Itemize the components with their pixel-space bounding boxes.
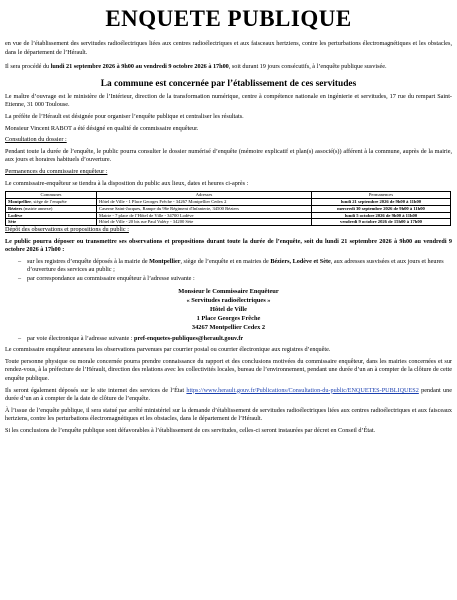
decision-paragraph: À l’issue de l’enquête publique, il sera statué par arrêté ministériel sur la demande d’établissement de servitudes radioélectriques liées aux centres radioélectriques et aux faisceaux hertziens, contre les perturbations électromagnétiques et les obstacles, dans le département de l’Hérault. [5,406,452,423]
permanences-intro: Le commissaire-enquêteur se tiendra à la disposition du public aux lieux, dates et heures ci-après : [5,179,249,187]
address-line: « Servitudes radioélectriques » [186,296,271,304]
intro-paragraph: en vue de l’établissement des servitudes radioélectriques liées aux centres radioélectriques et aux faisceaux hertziens, contre les perturbations électromagnétiques et les obstacles, dans le département de l’Hérault. [5,40,452,56]
consultation-link[interactable]: https://www.herault.gouv.fr/Publications/Consultation-du-public/ENQUETES-PUBLIQUES2 [186,386,419,394]
table-row [6,205,451,212]
depot-heading: Dépôt des observations et propositions du public : [5,226,129,234]
table-row [6,198,451,205]
online-paragraph: Ils seront également déposés sur le site internet des services de l’État https://www.herault.gouv.fr/Publications/Consultation-du-public/ENQUETES-PUBLIQUES2 pendant une durée d’un an à compter de la date de clôture de l’enquête. [5,386,452,403]
schedule-paragraph: Il sera procédé du lundi 21 septembre 2026 à 9h00 au vendredi 9 octobre 2026 à 17h00, soit durant 19 jours consécutifs, à l’enquête publique susvisée. [5,63,387,71]
table-row [6,212,451,219]
permanences-heading: Permanences du commissaire enquêteur : [5,167,108,175]
consultation-paragraph: Pendant toute la durée de l’enquête, le public pourra consulter le dossier numérisé d’enquête (mémoire explicatif et plan(s) associé(s)) afférent à la commune, auprès de la mairie, aux jours et horaires habituels d’ouverture. [5,147,452,164]
commune-cell: Sète [6,219,97,226]
permanence-cell: vendredi 9 octobre 2026 de 15h00 à 17h00 [312,219,451,226]
column-header-permanences: Permanences [312,192,451,199]
commune-cell: Béziers (mairie annexe) [6,205,97,212]
address-cell: Caserne Saint-Jacques, Rampe du 96e Régiment d'Infanterie, 34500 Béziers [97,205,312,212]
depot-lead: Le public pourra déposer ou transmettre ses observations et propositions durant toute la durée de l’enquête, soit du lundi 21 septembre 2026 à 9h00 au vendredi 9 octobre 2026 à 17h00 : [5,237,452,254]
commune-cell: Montpellier, siège de l’enquête [6,198,97,205]
consultation-heading: Consultation du dossier : [5,136,67,144]
column-header-communes: Communes [6,192,97,199]
commune-cell: Lodève [6,212,97,219]
table-header-row [6,192,451,199]
permanences-table [5,191,451,226]
list-item: – par correspondance au commissaire enquêteur à l’adresse suivante : [27,275,452,284]
permanence-cell: lundi 21 septembre 2026 de 9h00 à 11h00 [312,198,451,205]
report-paragraph: Toute personne physique ou morale concernée pourra prendre connaissance du rapport et des conclusions motivées du commissaire enquêteur, dans les mairies concernées et sur rendez-vous, à la préfecture de l’Hérault, direction des relations avec les collectivités locales, bureau de l’environnement, pendant une durée d’un an à compter de la clôture de cette enquête publique. [5,357,452,383]
depot-list [5,258,452,284]
address-line: Hôtel de Ville [210,305,247,313]
prefect-paragraph: La préfète de l’Hérault est désignée pour organiser l’enquête publique et centraliser les résultats. [5,112,244,120]
postal-address-block [5,287,452,332]
address-cell: Mairie - 7 place de l’Hôtel de Ville - 34700 Lodève [97,212,312,219]
table-row [6,219,451,226]
address-cell: Hôtel de Ville - 1 Place Georges Frêche - 34267 Montpellier Cedex 2 [97,198,312,205]
column-header-adresses: Adresses [97,192,312,199]
section-title: La commune est concernée par l’établissement de ces servitudes [100,78,357,89]
owner-paragraph: Le maître d’ouvrage est le ministère de l’Intérieur, direction de la transformation numérique, centre à compétence nationale en ingénierie et servitudes, 17 rue du rempart Saint-Etienne, 31 000 Toulouse. [5,92,452,109]
address-line: Monsieur le Commissaire Enquêteur [178,287,279,295]
permanence-cell: mercredi 30 septembre 2026 de 9h00 à 11h00 [312,205,451,212]
permanence-cell: lundi 5 octobre 2026 de 9h00 à 11h00 [312,212,451,219]
email-address[interactable]: pref-enquetes-publiques@herault.gouv.fr [134,334,244,342]
schedule-dates: lundi 21 septembre 2026 à 9h00 au vendredi 9 octobre 2026 à 17h00 [50,63,229,71]
address-line: 1 Place Georges Frêche [196,314,261,322]
list-item: – sur les registres d’enquête déposés à la mairie de Montpellier, siège de l’enquête et en mairies de Béziers, Lodève et Sète, aux adresses susvisées et aux jours et heures d’ouverture des services au public ; [27,258,452,275]
commissioner-paragraph: Monsieur Vincent RABOT a été désigné en qualité de commissaire enquêteur. [5,124,199,132]
annex-paragraph: Le commissaire enquêteur annexera les observations parvenues par courrier postal ou courrier électronique aux registres d’enquête. [5,346,331,354]
depot-list-email [5,335,452,344]
list-item: – par voie électronique à l’adresse suivante : pref-enquetes-publiques@herault.gouv.fr [27,335,452,344]
conseil-paragraph: Si les conclusions de l’enquête publique sont défavorables à l’établissement de ces servitudes, celles-ci seront instaurées par décret en Conseil d’État. [5,427,376,435]
page-title: ENQUETE PUBLIQUE [105,6,352,31]
address-cell: Hôtel de Ville - 20 bis rue Paul Valéry - 34200 Sète [97,219,312,226]
address-line: 34267 Montpellier Cedex 2 [191,323,266,331]
